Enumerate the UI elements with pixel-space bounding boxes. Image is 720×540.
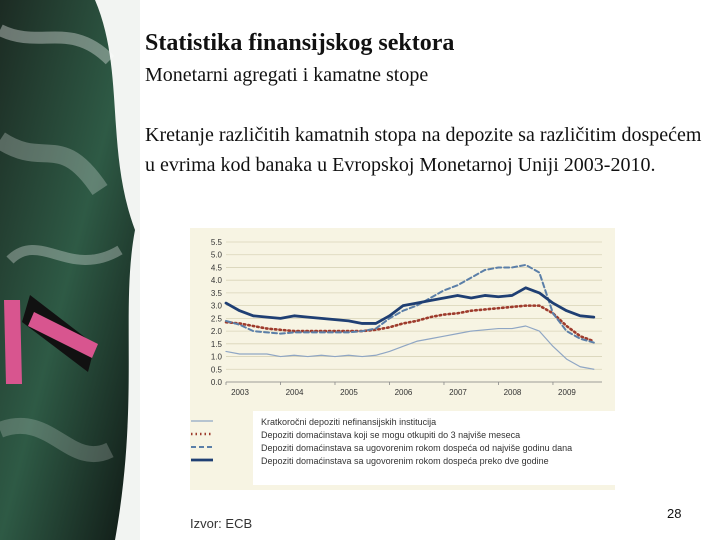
slide-title: Statistika finansijskog sektora bbox=[145, 30, 455, 56]
x-tick-label: 2005 bbox=[340, 388, 358, 397]
chart-legend bbox=[253, 411, 615, 485]
y-tick-label: 1.5 bbox=[210, 339, 222, 349]
y-tick-label: 3.5 bbox=[210, 288, 222, 298]
x-tick-label: 2009 bbox=[558, 388, 576, 397]
y-tick-label: 2.0 bbox=[210, 327, 222, 337]
y-tick-label: 4.5 bbox=[210, 263, 222, 273]
legend-label-2: Depoziti domaćinstava koji se mogu otkupiti do 3 najviše meseca bbox=[261, 430, 521, 440]
legend-label-3: Depoziti domaćinstava sa ugovorenim rokom dospeća od najviše godinu dana bbox=[261, 443, 573, 453]
source-note: Izvor: ECB bbox=[190, 516, 253, 531]
y-tick-label: 1.0 bbox=[210, 352, 222, 362]
page-number: 28 bbox=[667, 506, 682, 521]
legend-swatches bbox=[217, 411, 257, 485]
slide-body-text: Kretanje različitih kamatnih stopa na depozite sa različitim dospećem u evrima kod banaka u Evropskoj Monetarnoj Uniji 2003-2010. bbox=[145, 124, 702, 176]
y-tick-label: 0.0 bbox=[210, 378, 222, 387]
x-tick-label: 2003 bbox=[231, 388, 249, 397]
x-tick-label: 2007 bbox=[449, 388, 467, 397]
y-tick-label: 5.0 bbox=[210, 250, 222, 260]
legend-label-1: Kratkoročni depoziti nefinansijskih institucija bbox=[261, 417, 437, 427]
series-line-2 bbox=[226, 306, 594, 342]
y-tick-label: 5.5 bbox=[210, 238, 222, 247]
chalkboard-decoration bbox=[0, 0, 140, 540]
y-tick-label: 3.0 bbox=[210, 301, 222, 311]
slide-subtitle: Monetarni agregati i kamatne stope bbox=[145, 64, 429, 86]
y-tick-label: 0.5 bbox=[210, 365, 222, 375]
y-tick-label: 4.0 bbox=[210, 276, 222, 286]
series-line-1 bbox=[226, 326, 594, 369]
x-tick-label: 2004 bbox=[285, 388, 304, 397]
y-tick-label: 2.5 bbox=[210, 314, 222, 324]
legend-label-4: Depoziti domaćinstava sa ugovorenim rokom dospeća preko dve godine bbox=[261, 456, 549, 466]
x-tick-label: 2008 bbox=[503, 388, 522, 397]
x-tick-label: 2006 bbox=[394, 388, 413, 397]
